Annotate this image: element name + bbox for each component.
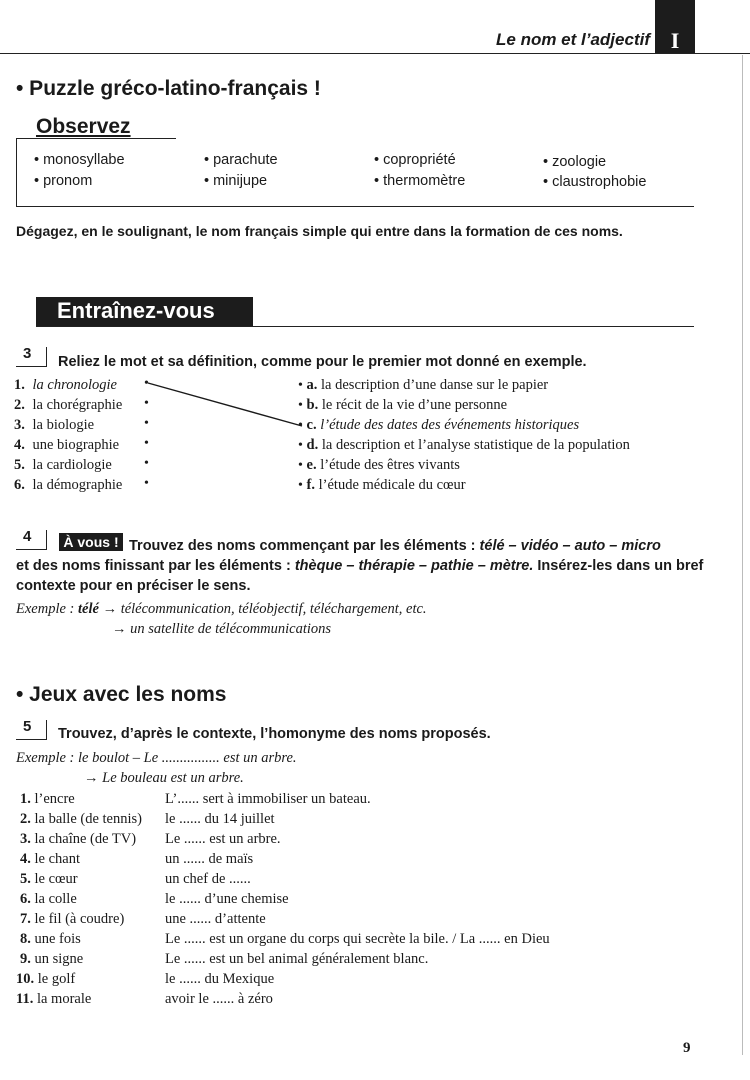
- arrow-icon: →: [112, 621, 127, 637]
- exercise-4-elements-start: télé – vidéo – auto – micro: [479, 538, 661, 554]
- exercise-number-3: 3: [23, 345, 32, 362]
- homonym-row: [20, 951, 83, 968]
- homonym-row: [16, 991, 91, 1008]
- arrow-icon: →: [84, 770, 99, 786]
- homonym-row: [20, 811, 142, 828]
- exercise-number-bar: [46, 347, 47, 367]
- observez-word: • thermomètre: [374, 173, 466, 189]
- item-number: 9.: [20, 951, 31, 967]
- exercise-number-5: 5: [23, 718, 32, 735]
- homonym-context: Le ...... est un arbre.: [165, 831, 281, 847]
- homonym-word: le fil (à coudre): [34, 911, 125, 927]
- match-point-right[interactable]: •: [298, 458, 303, 473]
- item-letter: d.: [306, 437, 319, 453]
- example-words: télécommunication, téléobjectif, téléchargement, etc.: [120, 601, 427, 617]
- match-right-item: [298, 397, 507, 414]
- homonym-row: [16, 971, 75, 988]
- item-number: 6.: [20, 891, 31, 907]
- exercise-5-example-line1: Exemple : le boulot – Le ................ est un arbre.: [16, 750, 297, 766]
- observez-instruction: Dégagez, en le soulignant, le nom français simple qui entre dans la formation de ces noms.: [16, 223, 623, 239]
- item-number: 10.: [16, 971, 35, 987]
- match-point-right[interactable]: •: [298, 418, 303, 433]
- exercise-4-example-line1: [16, 601, 427, 618]
- item-number: 3.: [14, 417, 25, 433]
- observez-word: • zoologie: [543, 154, 607, 170]
- item-text: l’étude médicale du cœur: [318, 477, 466, 493]
- item-number: 1.: [14, 377, 25, 393]
- observez-word: • claustrophobie: [543, 174, 647, 190]
- observez-word: • monosyllabe: [34, 152, 125, 168]
- arrow-icon: →: [102, 601, 118, 617]
- exercise-number-bar: [46, 720, 47, 740]
- exercise-5-instruction: Trouvez, d’après le contexte, l’homonyme des noms proposés.: [58, 726, 491, 742]
- item-number: 4.: [20, 851, 31, 867]
- item-text: la chorégraphie: [32, 397, 123, 413]
- observez-box: [16, 138, 694, 207]
- homonym-context: avoir le ...... à zéro: [165, 991, 273, 1007]
- item-text: une biographie: [32, 437, 120, 453]
- match-left-item: [14, 397, 122, 414]
- homonym-word: la colle: [34, 891, 77, 907]
- homonym-row: [20, 911, 124, 928]
- exercise-5-example-line2: [84, 770, 244, 787]
- example-sentence: un satellite de télécommunications: [130, 621, 332, 637]
- exercise-4-line1-text: Trouvez des noms commençant par les éléments :: [129, 538, 480, 554]
- item-number: 11.: [16, 991, 34, 1007]
- match-right-item: [298, 437, 630, 454]
- exercise-3-instruction: Reliez le mot et sa définition, comme pour le premier mot donné en exemple.: [58, 354, 587, 370]
- observez-title: Observez: [36, 115, 131, 138]
- example-label: Exemple :: [16, 601, 78, 617]
- homonym-word: la balle (de tennis): [34, 811, 142, 827]
- chapter-tab: I: [655, 0, 695, 54]
- item-number: 2.: [14, 397, 25, 413]
- homonym-word: la morale: [36, 991, 92, 1007]
- homonym-row: [20, 851, 80, 868]
- item-text: le récit de la vie d’une personne: [321, 397, 508, 413]
- homonym-row: [20, 831, 136, 848]
- exercise-number-underline: [16, 739, 46, 740]
- exercise-4-line3: contexte pour en préciser le sens.: [16, 578, 251, 594]
- homonym-word: une fois: [34, 931, 81, 947]
- match-left-item: [14, 417, 94, 434]
- item-text: la cardiologie: [32, 457, 112, 473]
- item-letter: f.: [306, 477, 315, 493]
- exercise-4-line2-end: Insérez-les dans un bref: [533, 558, 704, 574]
- item-letter: e.: [306, 457, 317, 473]
- match-point-left[interactable]: •: [144, 476, 149, 491]
- match-point-right[interactable]: •: [298, 398, 303, 413]
- exercise-4-line1: [129, 538, 661, 554]
- observez-word: • pronom: [34, 173, 93, 189]
- exercise-number-underline: [16, 366, 46, 367]
- a-vous-badge: À vous !: [59, 533, 123, 551]
- match-left-item: [14, 377, 117, 394]
- item-text: la biologie: [32, 417, 95, 433]
- homonym-word: un signe: [34, 951, 84, 967]
- example-word: télé: [78, 601, 99, 617]
- homonym-word: le chant: [34, 851, 80, 867]
- homonym-context: le ...... d’une chemise: [165, 891, 289, 907]
- item-text: la description d’une danse sur le papier: [321, 377, 549, 393]
- match-point-left[interactable]: •: [144, 436, 149, 451]
- header-rule: [0, 53, 750, 54]
- homonym-context: le ...... du Mexique: [165, 971, 275, 987]
- item-text: l’étude des êtres vivants: [320, 457, 460, 473]
- match-point-left[interactable]: •: [144, 376, 149, 391]
- example-answer: Le bouleau est un arbre.: [102, 770, 244, 786]
- exercise-number-underline: [16, 549, 46, 550]
- match-right-item: [298, 417, 579, 434]
- exercise-4-elements-end: thèque – thérapie – pathie – mètre.: [294, 558, 534, 574]
- homonym-word: le cœur: [34, 871, 78, 887]
- match-left-item: [14, 477, 122, 494]
- match-point-left[interactable]: •: [144, 456, 149, 471]
- homonym-context: L’...... sert à immobiliser un bateau.: [165, 791, 371, 807]
- item-number: 5.: [14, 457, 25, 473]
- item-number: 8.: [20, 931, 31, 947]
- match-point-left[interactable]: •: [144, 416, 149, 431]
- homonym-row: [20, 931, 81, 948]
- item-number: 1.: [20, 791, 31, 807]
- item-number: 4.: [14, 437, 25, 453]
- section-title-jeux: • Jeux avec les noms: [16, 683, 227, 706]
- item-letter: b.: [306, 397, 319, 413]
- match-right-item: [298, 457, 460, 474]
- item-text: la description et l’analyse statistique de la population: [321, 437, 630, 453]
- match-left-item: [14, 457, 112, 474]
- item-number: 3.: [20, 831, 31, 847]
- homonym-row: [20, 891, 77, 908]
- match-point-right[interactable]: •: [298, 478, 303, 493]
- homonym-context: un ...... de maïs: [165, 851, 254, 867]
- homonym-context: Le ...... est un bel animal généralement blanc.: [165, 951, 429, 967]
- exercise-4-line2-text: et des noms finissant par les éléments :: [16, 558, 295, 574]
- item-number: 5.: [20, 871, 31, 887]
- exercise-4-example-line2: [112, 621, 331, 638]
- item-text: l’étude des dates des événements historiques: [320, 417, 580, 433]
- page-number: 9: [683, 1040, 691, 1056]
- observez-word: • minijupe: [204, 173, 268, 189]
- observez-word: • parachute: [204, 152, 278, 168]
- homonym-row: [20, 871, 78, 888]
- item-number: 2.: [20, 811, 31, 827]
- match-point-right[interactable]: •: [298, 438, 303, 453]
- item-letter: a.: [306, 377, 318, 393]
- homonym-word: le golf: [37, 971, 76, 987]
- homonym-word: l’encre: [34, 791, 75, 807]
- item-text: la chronologie: [32, 377, 117, 393]
- exercise-number-4: 4: [23, 528, 32, 545]
- item-letter: c.: [306, 417, 317, 433]
- homonym-word: la chaîne (de TV): [34, 831, 137, 847]
- homonym-context: Le ...... est un organe du corps qui secrète la bile. / La ...... en Dieu: [165, 931, 550, 947]
- match-right-item: [298, 477, 466, 494]
- item-text: la démographie: [32, 477, 123, 493]
- running-header-title: Le nom et l’adjectif: [496, 30, 650, 49]
- item-number: 7.: [20, 911, 31, 927]
- match-point-left[interactable]: •: [144, 396, 149, 411]
- item-number: 6.: [14, 477, 25, 493]
- section-title-puzzle: • Puzzle gréco-latino-français !: [16, 77, 321, 100]
- exercise-4-line2: [16, 558, 703, 574]
- entrainez-vous-label: Entraînez-vous: [57, 298, 215, 323]
- match-right-item: [298, 377, 548, 394]
- homonym-context: un chef de ......: [165, 871, 251, 887]
- example-connector-line: [140, 375, 310, 435]
- homonym-context: le ...... du 14 juillet: [165, 811, 275, 827]
- right-margin-rule: [742, 55, 743, 1055]
- match-point-right[interactable]: •: [298, 378, 303, 393]
- observez-word: • copropriété: [374, 152, 456, 168]
- match-left-item: [14, 437, 119, 454]
- banner-rule: [36, 326, 694, 327]
- homonym-row: [20, 791, 75, 808]
- homonym-context: une ...... d’attente: [165, 911, 266, 927]
- exercise-number-bar: [46, 530, 47, 550]
